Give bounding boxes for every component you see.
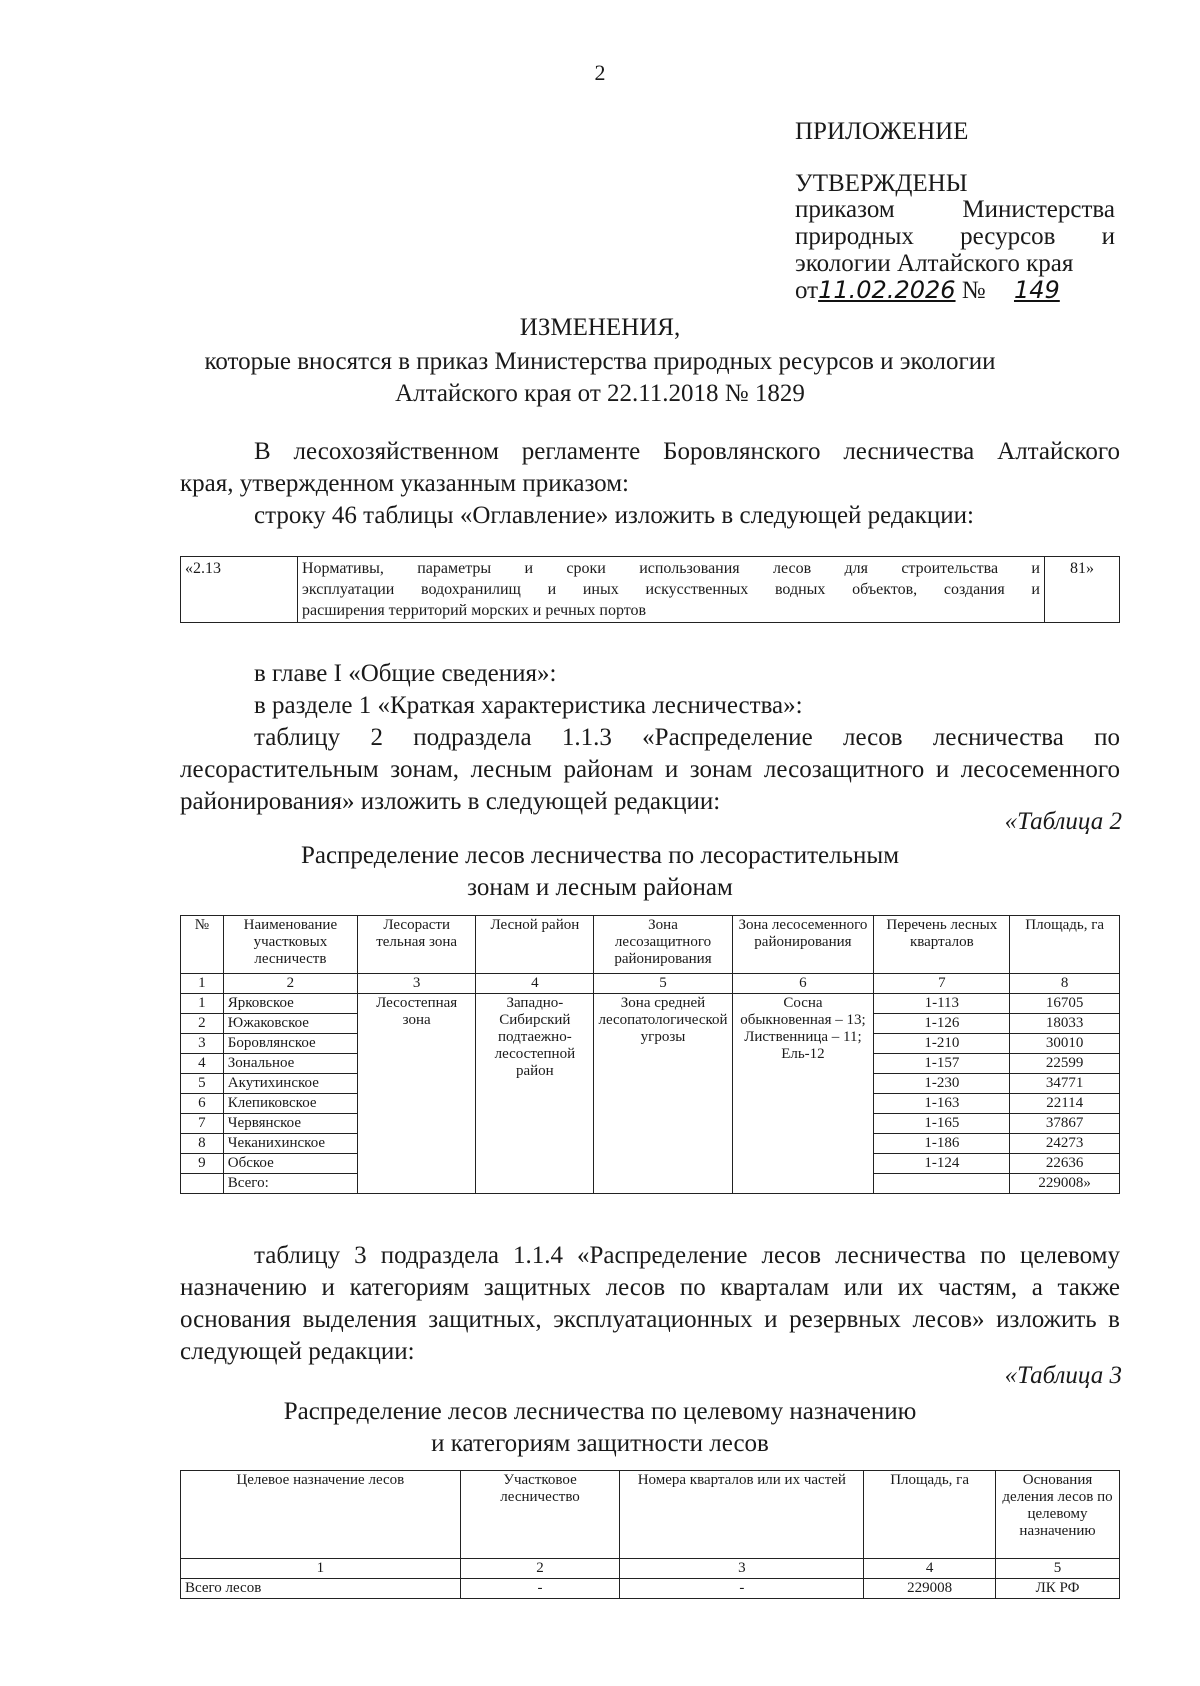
t2-zone-cell: Лесостепная зона: [358, 994, 476, 1194]
table2-title-line1: Распределение лесов лесничества по лесорастительным: [300, 842, 900, 869]
approved-label: УТВЕРЖДЕНЫ: [795, 170, 968, 197]
t2-colnum: 4: [476, 974, 594, 994]
t2-row-area: 22114: [1010, 1094, 1120, 1114]
t3-row-quarters: -: [620, 1579, 864, 1599]
paragraph-1: [180, 436, 1120, 500]
table-row: [181, 557, 1120, 623]
table2-title-line2: зонам и лесным районам: [467, 874, 733, 901]
table-row: [181, 1579, 1120, 1599]
t3-colnum: 2: [460, 1559, 620, 1579]
t2-colnum: 1: [181, 974, 224, 994]
toc-page: 81»: [1045, 557, 1120, 623]
t2-row-num: 1: [181, 994, 224, 1014]
t2-row-num: 6: [181, 1094, 224, 1114]
t2-row-area: 24273: [1010, 1134, 1120, 1154]
t2-total-empty: [181, 1174, 224, 1194]
t2-row-num: 7: [181, 1114, 224, 1134]
t3-colnum: 1: [181, 1559, 461, 1579]
t2-header-protection: Зона лесозащитного районирования: [594, 916, 732, 974]
approval-line3: экологии Алтайского края: [795, 250, 1074, 277]
handwritten-date: 11.02.2026: [818, 276, 956, 304]
t2-row-area: 30010: [1010, 1034, 1120, 1054]
t2-protection-cell: Зона средней лесопатологической угрозы: [594, 994, 732, 1194]
toc-num: «2.13: [181, 557, 298, 623]
t2-row-area: 18033: [1010, 1014, 1120, 1034]
t2-seed-cell: Сосна обыкновенная – 13; Лиственница – 11; Ель-12: [732, 994, 874, 1194]
approval-line2-c: и: [1101, 223, 1115, 250]
t2-row-quarters: 1-165: [874, 1114, 1010, 1134]
t2-row-num: 2: [181, 1014, 224, 1034]
approval-date-line: [795, 277, 1115, 304]
t2-colnum: 6: [732, 974, 874, 994]
toc-text-line2: эксплуатации водохранилищ и иных искусственных водных объектов, создания и: [302, 581, 1040, 598]
t2-header-quarters: Перечень лесных кварталов: [874, 916, 1010, 974]
t3-colnum: 5: [996, 1559, 1120, 1579]
paragraph-6-line3: основания выделения защитных, эксплуатационных и резервных лесов» изложить в: [180, 1306, 1120, 1333]
t2-row-name: Червянское: [223, 1114, 357, 1134]
number-prefix: №: [961, 277, 986, 304]
t2-colnum: 2: [223, 974, 357, 994]
t2-row-num: 9: [181, 1154, 224, 1174]
paragraph-6: [180, 1240, 1120, 1368]
table-header-row: [181, 916, 1120, 974]
toc-text-line3: расширения территорий морских и речных портов: [302, 602, 647, 619]
t2-row-num: 3: [181, 1034, 224, 1054]
t2-row-quarters: 1-113: [874, 994, 1010, 1014]
approval-line2-a: природных: [795, 223, 914, 250]
paragraph-6-line1: таблицу 3 подраздела 1.1.4 «Распределение лесов лесничества по целевому: [254, 1242, 1120, 1269]
t2-row-name: Зональное: [223, 1054, 357, 1074]
paragraph-1-line2: края, утвержденном указанным приказом:: [180, 470, 629, 497]
table3-title-line1: Распределение лесов лесничества по целевому назначению: [283, 1398, 917, 1425]
t2-row-area: 16705: [1010, 994, 1120, 1014]
toc-table: [180, 556, 1120, 623]
t3-header-basis: Основания деления лесов по целевому назначению: [996, 1471, 1120, 1559]
handwritten-number: 149: [1013, 276, 1060, 304]
paragraph-4: в разделе 1 «Краткая характеристика лесничества»:: [254, 692, 803, 719]
paragraph-5-line2: лесорастительным зонам, лесным районам и зонам лесозащитного и лесосеменного: [180, 756, 1120, 783]
paragraph-5-line3: районирования» изложить в следующей редакции:: [180, 788, 721, 815]
page-number: 2: [594, 60, 606, 85]
paragraph-1-line1: В лесохозяйственном регламенте Боровлянского лесничества Алтайского: [254, 438, 1120, 465]
t2-colnum: 7: [874, 974, 1010, 994]
approval-line1-right: Министерства: [962, 196, 1115, 223]
paragraph-6-line2: назначению и категориям защитных лесов по кварталам или их частям, а также: [180, 1274, 1120, 1301]
t3-header-purpose: Целевое назначение лесов: [181, 1471, 461, 1559]
paragraph-6-line4: следующей редакции:: [180, 1338, 415, 1365]
t2-row-quarters: 1-186: [874, 1134, 1010, 1154]
t2-row-name: Чеканихинское: [223, 1134, 357, 1154]
t2-colnum: 5: [594, 974, 732, 994]
table3: [180, 1470, 1120, 1599]
t2-header-district: Лесной район: [476, 916, 594, 974]
t2-row-quarters: 1-124: [874, 1154, 1010, 1174]
approval-order-text: [795, 196, 1115, 304]
t2-row-name: Акутихинское: [223, 1074, 357, 1094]
table2-label: «Таблица 2: [1004, 808, 1122, 835]
t3-row-district: -: [460, 1579, 620, 1599]
t2-total-empty: [874, 1174, 1010, 1194]
t3-header-area: Площадь, га: [864, 1471, 996, 1559]
table3-label: «Таблица 3: [1004, 1362, 1122, 1389]
t3-colnum: 4: [864, 1559, 996, 1579]
t2-row-quarters: 1-163: [874, 1094, 1010, 1114]
document-title: ИЗМЕНЕНИЯ,: [519, 314, 681, 341]
table3-title-line2: и категориям защитности лесов: [431, 1430, 769, 1457]
approval-line2-b: ресурсов: [960, 223, 1056, 250]
t2-row-name: Боровлянское: [223, 1034, 357, 1054]
document-subtitle-line2: Алтайского края от 22.11.2018 № 1829: [395, 380, 805, 407]
t3-header-quarters: Номера кварталов или их частей: [620, 1471, 864, 1559]
t2-total-value: 229008»: [1010, 1174, 1120, 1194]
table2: [180, 915, 1120, 1194]
document-subtitle-line1: которые вносятся в приказ Министерства природных ресурсов и экологии: [204, 348, 996, 375]
t3-colnum: 3: [620, 1559, 864, 1579]
t2-row-name: Обское: [223, 1154, 357, 1174]
t2-row-area: 37867: [1010, 1114, 1120, 1134]
t3-header-district: Участковое лесничество: [460, 1471, 620, 1559]
t2-row-area: 22636: [1010, 1154, 1120, 1174]
date-prefix: от: [795, 277, 819, 304]
t2-row-area: 22599: [1010, 1054, 1120, 1074]
t2-row-quarters: 1-210: [874, 1034, 1010, 1054]
t2-row-quarters: 1-230: [874, 1074, 1010, 1094]
t2-row-num: 8: [181, 1134, 224, 1154]
t2-header-name: Наименование участковых лесничеств: [223, 916, 357, 974]
t2-header-num: №: [181, 916, 224, 974]
paragraph-3: в главе I «Общие сведения»:: [254, 660, 557, 687]
t2-row-area: 34771: [1010, 1074, 1120, 1094]
t2-row-num: 4: [181, 1054, 224, 1074]
t2-row-quarters: 1-126: [874, 1014, 1010, 1034]
t2-total-label: Всего:: [223, 1174, 357, 1194]
t2-header-area: Площадь, га: [1010, 916, 1120, 974]
paragraph-5-line1: таблицу 2 подраздела 1.1.3 «Распределение лесов лесничества по: [254, 724, 1120, 751]
t2-header-seed: Зона лесосеменного районирования: [732, 916, 874, 974]
t2-header-zone: Лесорасти тельная зона: [358, 916, 476, 974]
t2-row-quarters: 1-157: [874, 1054, 1010, 1074]
appendix-title: ПРИЛОЖЕНИЕ: [795, 118, 969, 145]
paragraph-2: строку 46 таблицы «Оглавление» изложить в следующей редакции:: [254, 502, 974, 529]
paragraph-5: [180, 722, 1120, 818]
t2-colnum: 8: [1010, 974, 1120, 994]
t2-row-num: 5: [181, 1074, 224, 1094]
toc-text: [298, 557, 1045, 623]
approval-line1-left: приказом: [795, 196, 895, 223]
t2-row-name: Южаковское: [223, 1014, 357, 1034]
table-colnum-row: [181, 1559, 1120, 1579]
table-header-row: [181, 1471, 1120, 1559]
toc-text-line1: Нормативы, параметры и сроки использования лесов для строительства и: [302, 560, 1040, 577]
t2-row-name: Клепиковское: [223, 1094, 357, 1114]
t3-row-basis: ЛК РФ: [996, 1579, 1120, 1599]
table-row: [181, 994, 1120, 1014]
t3-row-purpose: Всего лесов: [181, 1579, 461, 1599]
t2-district-cell: Западно-Сибирский подтаежно-лесостепной район: [476, 994, 594, 1194]
t2-row-name: Ярковское: [223, 994, 357, 1014]
t3-row-area: 229008: [864, 1579, 996, 1599]
table-colnum-row: [181, 974, 1120, 994]
t2-colnum: 3: [358, 974, 476, 994]
